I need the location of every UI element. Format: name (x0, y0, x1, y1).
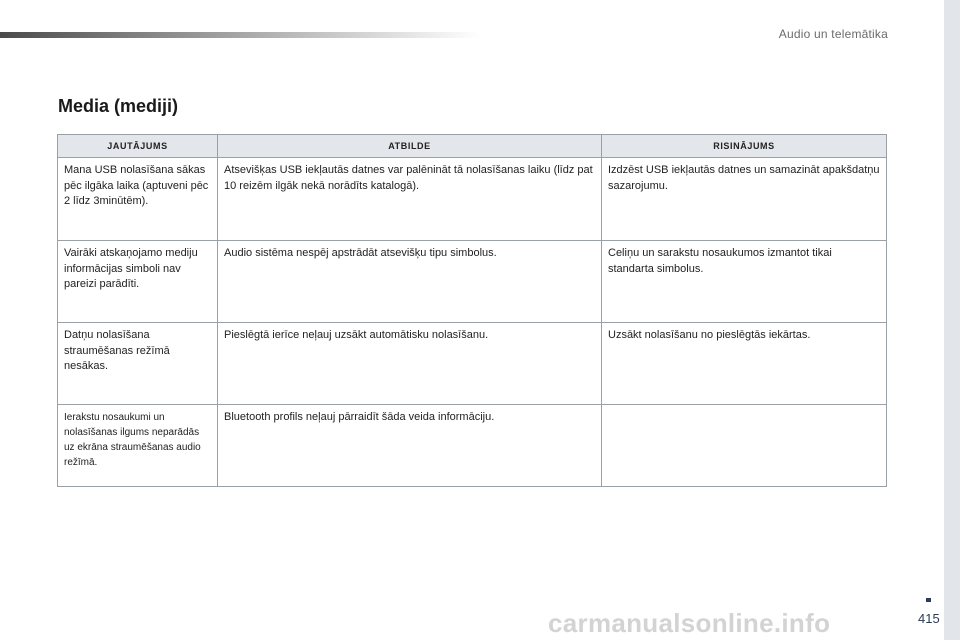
answer-cell: Atsevišķas USB iekļautās datnes var palēnināt tā nolasīšanas laiku (līdz pat 10 reizēm ilgāk nekā norādīts katalogā). (218, 158, 602, 241)
answer-cell: Pieslēgtā ierīce neļauj uzsākt automātisku nolasīšanu. (218, 323, 602, 405)
question-cell: Ierakstu nosaukumi un nolasīšanas ilgums neparādās uz ekrāna straumēšanas audio režīmā. (58, 405, 218, 487)
solution-cell: Izdzēst USB iekļautās datnes un samazināt apakšdatņu sazarojumu. (602, 158, 887, 241)
section-title: Audio un telemātika (778, 27, 888, 41)
solution-cell: Celiņu un sarakstu nosaukumos izmantot tikai standarta simbolus. (602, 241, 887, 323)
column-header-solution: RISINĀJUMS (602, 135, 887, 158)
solution-cell (602, 405, 887, 487)
page-title: Media (mediji) (58, 96, 179, 116)
table-row (58, 158, 887, 241)
header-gradient-bar (0, 32, 480, 38)
column-header-answer: ATBILDE (218, 135, 602, 158)
table-row (58, 241, 887, 323)
solution-cell: Uzsākt nolasīšanu no pieslēgtās iekārtas. (602, 323, 887, 405)
faq-table (57, 134, 887, 487)
side-strip (944, 0, 960, 640)
question-cell: Mana USB nolasīšana sākas pēc ilgāka laika (aptuveni pēc 2 līdz 3minūtēm). (58, 158, 218, 241)
table-row (58, 323, 887, 405)
watermark: carmanualsonline.info (548, 608, 831, 638)
page-marker (926, 598, 931, 602)
page-number: 415 (918, 611, 940, 626)
table-header-row (58, 135, 887, 158)
table-row (58, 405, 887, 487)
question-cell: Datņu nolasīšana straumēšanas režīmā nesākas. (58, 323, 218, 405)
column-header-question: JAUTĀJUMS (58, 135, 218, 158)
question-cell: Vairāki atskaņojamo mediju informācijas simboli nav pareizi parādīti. (58, 241, 218, 323)
answer-cell: Audio sistēma nespēj apstrādāt atsevišķu tipu simbolus. (218, 241, 602, 323)
answer-cell: Bluetooth profils neļauj pārraidīt šāda veida informāciju. (218, 405, 602, 487)
